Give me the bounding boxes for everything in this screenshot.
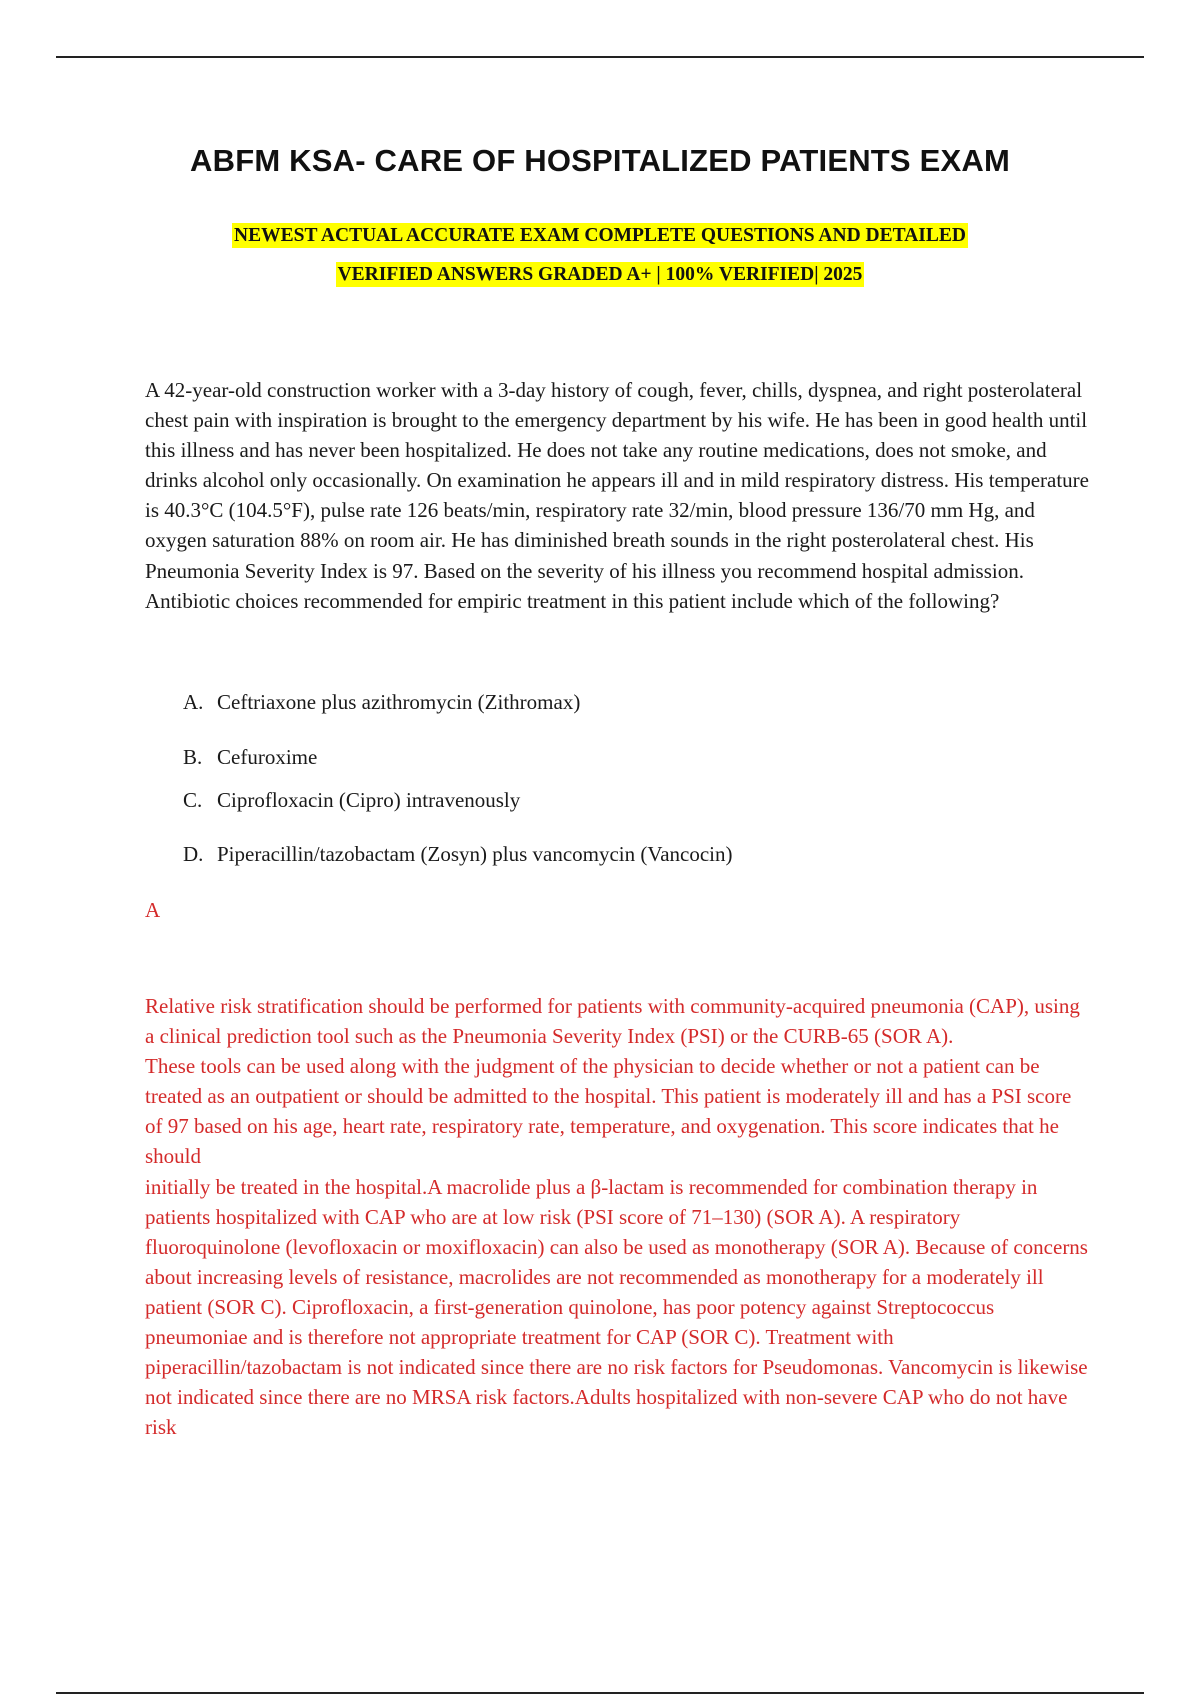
explanation-paragraph-1: Relative risk stratification should be performed for patients with community-acquired pneumonia (CAP), using a clinical prediction tool such as the Pneumonia Severity Index (PSI) or the CURB-65 (SOR A). — [145, 994, 1080, 1049]
question-stem: A 42-year-old construction worker with a 3-day history of cough, fever, chills, dyspnea, and right posterolateral chest pain with inspiration is brought to the emergency department by his wife. He has been in good health until this illness and has never been hospitalized. He does not take any routine medications, does not smoke, and drinks alcohol only occasionally. On examination he appears ill and in mild respiratory distress. His temperature is 40.3°C (104.5°F), pulse rate 126 beats/min, respiratory rate 32/min, blood pressure 136/70 mm Hg, and oxygen saturation 88% on room air. He has diminished breath sounds in the right posterolateral chest. His Pneumonia Severity Index is 97. Based on the severity of his illness you recommend hospital admission. Antibiotic choices recommended for empiric treatment in this patient include which of the following? — [145, 378, 1089, 613]
option-text: Piperacillin/tazobactam (Zosyn) plus vancomycin (Vancocin) — [217, 842, 733, 866]
explanation-paragraph-3: initially be treated in the hospital.A macrolide plus a β-lactam is recommended for combination therapy in patients hospitalized with CAP who are at low risk (PSI score of 71–130) (SOR A). A respiratory fluoroquinolone (levofloxacin or moxifloxacin) can also be used as monotherapy (SOR A). Because of concerns about increasing levels of resistance, macrolides are not recommended as monotherapy for a moderately ill patient (SOR C). Ciprofloxacin, a first-generation quinolone, has poor potency against Streptococcus pneumoniae and is therefore not appropriate treatment for CAP (SOR C). Treatment with piperacillin/tazobactam is not indicated since there are no risk factors for Pseudomonas. Vancomycin is likewise not indicated since there are no MRSA risk factors.Adults hospitalized with non-severe CAP who do not have risk — [145, 1174, 1088, 1440]
exam-subtitle — [150, 216, 1050, 294]
bottom-divider — [56, 1692, 1144, 1694]
answer-explanation — [145, 991, 1090, 1442]
top-divider — [56, 56, 1144, 58]
page-title: ABFM KSA- CARE OF HOSPITALIZED PATIENTS EXAM — [190, 143, 1010, 178]
option-a — [183, 690, 580, 715]
option-text: Cefuroxime — [217, 745, 318, 769]
subtitle-line-1: NEWEST ACTUAL ACCURATE EXAM COMPLETE QUESTIONS AND DETAILED — [234, 225, 966, 246]
option-letter: C. — [183, 788, 203, 812]
option-text: Ceftriaxone plus azithromycin (Zithromax) — [217, 690, 581, 714]
option-b — [183, 745, 317, 770]
option-letter: D. — [183, 842, 204, 866]
option-d — [183, 842, 733, 867]
option-text: Ciprofloxacin (Cipro) intravenously — [217, 788, 521, 812]
explanation-paragraph-2: These tools can be used along with the judgment of the physician to decide whether or not a patient can be treated as an outpatient or should be admitted to the hospital. This patient is moderately ill and has a PSI score of 97 based on his age, heart rate, respiratory rate, temperature, and oxygenation. This score indicates that he should — [145, 1054, 1072, 1169]
correct-answer: A — [145, 898, 161, 922]
subtitle-line-2: VERIFIED ANSWERS GRADED A+ | 100% VERIFIED| 2025 — [337, 264, 863, 285]
option-letter: A. — [183, 690, 204, 714]
option-letter: B. — [183, 745, 203, 769]
option-c — [183, 788, 520, 813]
